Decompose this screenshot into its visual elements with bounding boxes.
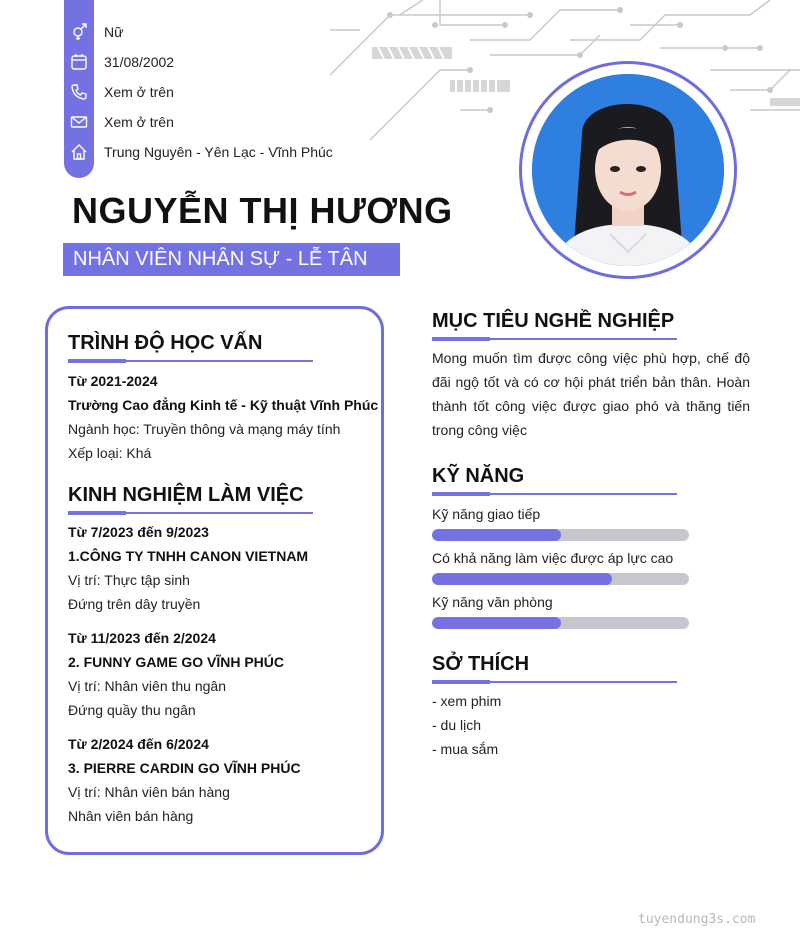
contact-address: Trung Nguyên - Yên Lạc - Vĩnh Phúc bbox=[104, 144, 333, 160]
experience-position: Vị trí: Nhân viên bán hàng bbox=[68, 784, 230, 800]
hobby-item: - du lịch bbox=[432, 717, 482, 733]
experience-desc: Đứng trên dây truyền bbox=[68, 596, 201, 612]
hobbies-title: SỞ THÍCH bbox=[432, 653, 530, 675]
education-school: Trường Cao đẳng Kinh tế - Kỹ thuật Vĩnh Phúc bbox=[68, 397, 379, 413]
skill-label: Kỹ năng văn phòng bbox=[432, 594, 553, 610]
education-title: TRÌNH ĐỘ HỌC VẤN bbox=[68, 332, 263, 354]
hobbies-divider bbox=[432, 681, 677, 683]
skills-title: KỸ NĂNG bbox=[432, 465, 525, 487]
contact-birthday: 31/08/2002 bbox=[104, 54, 175, 70]
avatar bbox=[532, 74, 724, 266]
candidate-name: NGUYỄN THỊ HƯƠNG bbox=[72, 190, 453, 231]
objective-text: Mong muốn tìm được công việc phù hợp, chế độ đãi ngộ tốt và có cơ hội phát triển bản thân. Hoàn thành tốt công việc được giao phó và thăng tiến trong công việc bbox=[432, 350, 750, 438]
experience-desc: Đứng quầy thu ngân bbox=[68, 702, 196, 718]
hobby-item: - mua sắm bbox=[432, 741, 499, 757]
experience-title: KINH NGHIỆM LÀM VIỆC bbox=[68, 484, 304, 506]
skill-label: Có khả năng làm việc được áp lực cao bbox=[432, 550, 674, 566]
objective-title: MỤC TIÊU NGHỀ NGHIỆP bbox=[432, 310, 675, 332]
experience-company: 3. PIERRE CARDIN GO VĨNH PHÚC bbox=[68, 760, 301, 776]
phone-icon bbox=[70, 83, 88, 101]
gender-icon bbox=[70, 23, 88, 41]
skills-divider bbox=[432, 493, 677, 495]
education-major: Ngành học: Truyền thông và mạng máy tính bbox=[68, 421, 341, 437]
education-grade: Xếp loại: Khá bbox=[68, 445, 152, 461]
contact-gender: Nữ bbox=[104, 24, 124, 40]
contact-phone: Xem ở trên bbox=[104, 84, 174, 100]
contact-email: Xem ở trên bbox=[104, 114, 174, 130]
skill-bar-fill bbox=[432, 529, 561, 541]
skill-bar bbox=[432, 529, 689, 541]
experience-period: Từ 11/2023 đến 2/2024 bbox=[68, 630, 216, 646]
skill-bar bbox=[432, 617, 689, 629]
education-period: Từ 2021-2024 bbox=[68, 373, 158, 389]
objective-divider bbox=[432, 338, 677, 340]
experience-divider bbox=[68, 512, 313, 514]
calendar-icon bbox=[70, 53, 88, 71]
experience-position: Vị trí: Thực tập sinh bbox=[68, 572, 190, 588]
education-divider bbox=[68, 360, 313, 362]
job-title: NHÂN VIÊN NHÂN SỰ - LỄ TÂN bbox=[63, 243, 400, 276]
experience-company: 2. FUNNY GAME GO VĨNH PHÚC bbox=[68, 654, 284, 670]
experience-period: Từ 2/2024 đến 6/2024 bbox=[68, 736, 209, 752]
experience-company: 1.CÔNG TY TNHH CANON VIETNAM bbox=[68, 548, 309, 564]
footer-watermark: tuyendung3s.com bbox=[638, 912, 756, 927]
experience-desc: Nhân viên bán hàng bbox=[68, 808, 194, 824]
skill-label: Kỹ năng giao tiếp bbox=[432, 506, 541, 522]
hobby-item: - xem phim bbox=[432, 693, 502, 709]
mail-icon bbox=[70, 113, 88, 131]
experience-period: Từ 7/2023 đến 9/2023 bbox=[68, 524, 209, 540]
skill-bar bbox=[432, 573, 689, 585]
skill-bar-fill bbox=[432, 573, 612, 585]
experience-position: Vị trí: Nhân viên thu ngân bbox=[68, 678, 226, 694]
skill-bar-fill bbox=[432, 617, 561, 629]
home-icon bbox=[70, 143, 88, 161]
